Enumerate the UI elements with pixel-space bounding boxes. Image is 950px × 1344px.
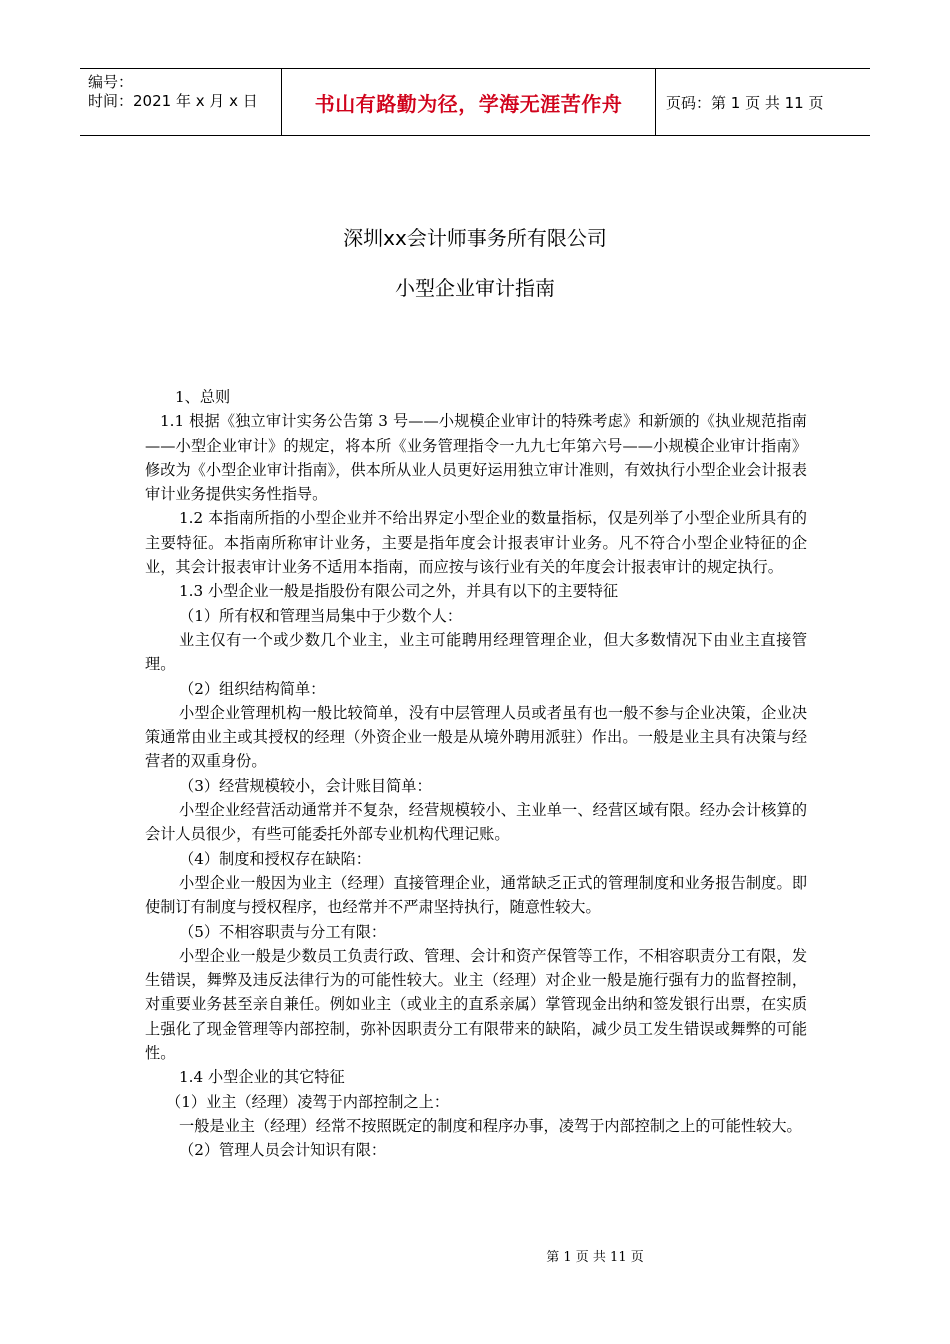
header-page-info: 页码：第 1 页 共 11 页 bbox=[666, 93, 824, 112]
header-motto: 书山有路勤为径，学海无涯苦作舟 bbox=[314, 91, 623, 116]
body-paragraph: 业主仅有一个或少数几个业主，业主可能聘用经理管理企业，但大多数情况下由业主直接管理。 bbox=[145, 630, 807, 674]
document-title: 小型企业审计指南 bbox=[395, 276, 555, 300]
body-paragraph: （4）制度和授权存在缺陷： bbox=[179, 849, 371, 868]
header-motto-cell bbox=[282, 69, 656, 135]
body-paragraph: （2）管理人员会计知识有限： bbox=[179, 1141, 387, 1160]
body-paragraph: 一般是业主（经理）经常不按照既定的制度和程序办事，凌驾于内部控制之上的可能性较大。 bbox=[179, 1116, 802, 1135]
body-paragraph: （1）业主（经理）凌驾于内部控制之上： bbox=[166, 1092, 450, 1111]
body-paragraph: （2）组织结构简单： bbox=[179, 679, 326, 698]
body-paragraph: （3）经营规模较小，会计账目简单： bbox=[179, 776, 432, 795]
body-paragraph: 小型企业一般是少数员工负责行政、管理、会计和资产保管等工作，不相容职责分工有限，发生错误，舞弊及违反法律行为的可能性较大。业主（经理）对企业一般是施行强有力的监督控制，对重要业务甚至亲自兼任。例如业主（或业主的直系亲属）掌管现金出纳和签发银行出票，在实质上强化了现金管理等内部控制，弥补因职责分工有限带来的缺陷，减少员工发生错误或舞弊的可能性。 bbox=[145, 946, 807, 1063]
body-paragraph: 1.4 小型企业的其它特征 bbox=[179, 1068, 345, 1087]
company-title: 深圳xx会计师事务所有限公司 bbox=[343, 226, 607, 250]
header-table bbox=[80, 68, 870, 136]
document-time-label: 时间：2021 年 x 月 x 日 bbox=[88, 92, 258, 110]
body-paragraph: 1.3 小型企业一般是指股份有限公司之外，并具有以下的主要特征 bbox=[179, 582, 619, 601]
body-paragraph: （5）不相容职责与分工有限： bbox=[179, 922, 387, 941]
page-footer: 第 1 页 共 11 页 bbox=[546, 1250, 644, 1265]
body-paragraph: 1.2 本指南所指的小型企业并不给出界定小型企业的数量指标，仅是列举了小型企业所具有的主要特征。本指南所称审计业务，主要是指年度会计报表审计业务。凡不符合小型企业特征的企业，其会计报表审计业务不适用本指南，而应按与该行业有关的年度会计报表审计的规定执行。 bbox=[145, 509, 807, 577]
header-meta bbox=[80, 69, 282, 135]
document-body bbox=[145, 385, 807, 1163]
body-paragraph: 小型企业管理机构一般比较简单，没有中层管理人员或者虽有也一般不参与企业决策，企业决策通常由业主或其授权的经理（外资企业一般是从境外聘用派驻）作出。一般是业主具有决策与经营者的双重身份。 bbox=[145, 703, 807, 771]
document-number-label: 编号： bbox=[88, 73, 134, 91]
body-paragraph: 小型企业经营活动通常并不复杂，经营规模较小、主业单一、经营区域有限。经办会计核算的会计人员很少，有些可能委托外部专业机构代理记账。 bbox=[145, 801, 807, 844]
body-paragraph: 1.1 根据《独立审计实务公告第 3 号——小规模企业审计的特殊考虑》和新颁的《执业规范指南——小型企业审计》的规定，将本所《业务管理指令一九九七年第六号——小规模企业审计指南》修改为《小型企业审计指南》，供本所从业人员更好运用独立审计准则，有效执行小型企业会计报表审计业务提供实务性指导。 bbox=[145, 412, 807, 504]
body-paragraph: 小型企业一般因为业主（经理）直接管理企业，通常缺乏正式的管理制度和业务报告制度。即使制订有制度与授权程序，也经常并不严肃坚持执行，随意性较大。 bbox=[145, 873, 807, 917]
body-paragraph: 1、总则 bbox=[175, 388, 231, 406]
body-paragraph: （1）所有权和管理当局集中于少数个人： bbox=[179, 606, 463, 625]
